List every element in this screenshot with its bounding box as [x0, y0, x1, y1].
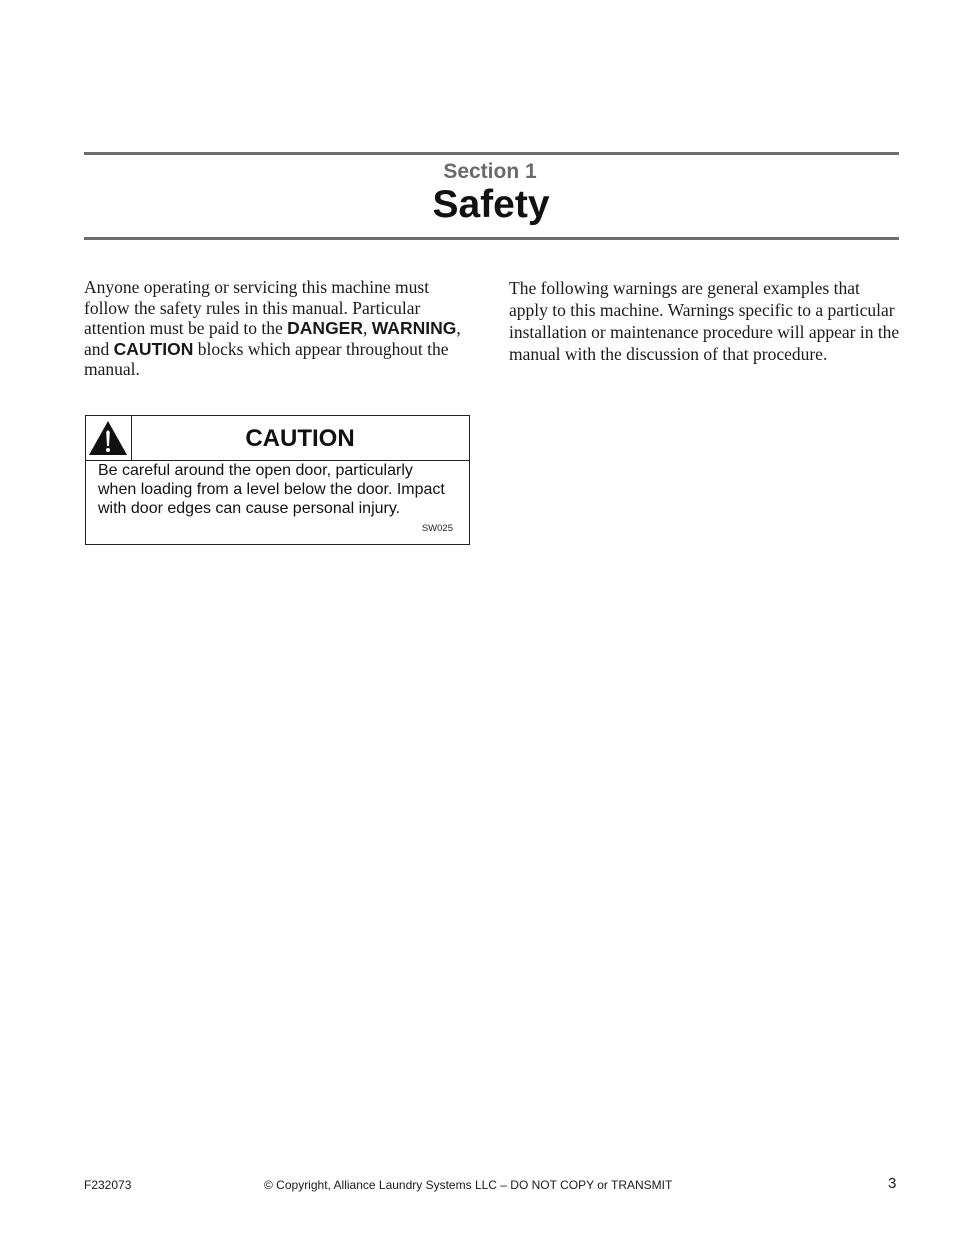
- warnings-column: [509, 277, 901, 365]
- intro-paragraph: Anyone operating or servicing this machine must follow the safety rules in this manual. Particular attention must be paid to the DANGER, WARNING, and CAUTION blocks which appear throughout the manual.: [84, 277, 461, 379]
- caution-keyword: CAUTION: [113, 338, 194, 359]
- header-rule-bottom: [84, 237, 899, 240]
- header-rule-top: [84, 152, 899, 155]
- warnings-paragraph: The following warnings are general examples that apply to this machine. Warnings specific to a particular installation or maintenance procedure will appear in the manual with the discussion of that procedure.: [509, 278, 900, 364]
- caution-title: CAUTION: [245, 425, 355, 452]
- footer-page-number: 3: [888, 1175, 897, 1192]
- caution-header: [86, 416, 469, 461]
- section-label: Section 1: [443, 160, 537, 183]
- page-title: Safety: [432, 183, 550, 226]
- warning-keyword: WARNING: [371, 318, 457, 338]
- caution-icon-cell: [86, 416, 132, 460]
- caution-code: SW025: [421, 523, 453, 534]
- warning-triangle-icon: [88, 420, 128, 456]
- caution-block: [85, 415, 470, 545]
- footer-doc-number: F232073: [84, 1178, 132, 1192]
- caution-text: Be careful around the open door, particularly when loading from a level below the door. Impact with door edges can cause personal injury.: [98, 462, 445, 517]
- intro-column: [84, 277, 474, 380]
- danger-keyword: DANGER: [287, 318, 363, 338]
- footer-copyright: © Copyright, Alliance Laundry Systems LLC – DO NOT COPY or TRANSMIT: [264, 1178, 673, 1192]
